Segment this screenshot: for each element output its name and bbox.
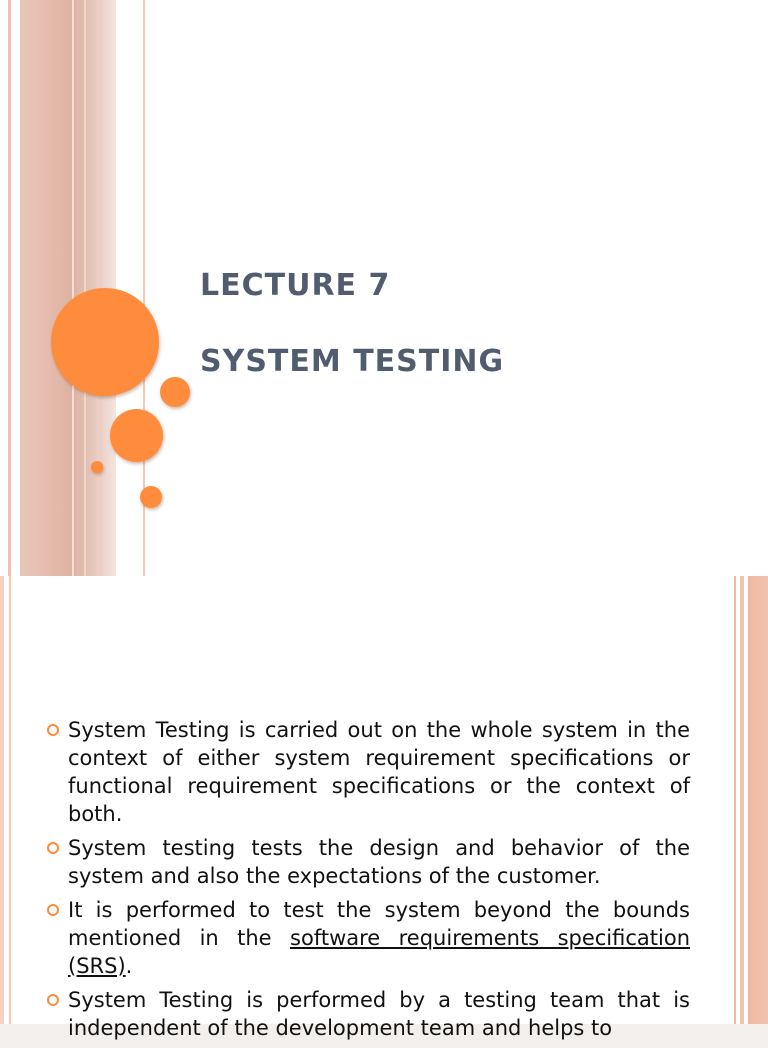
large-circle-decoration (51, 288, 159, 396)
hollow-circle-bullet-icon (47, 842, 59, 854)
list-item (46, 834, 690, 890)
bullet-list (46, 716, 690, 1048)
small-circle-decoration (140, 486, 162, 508)
list-item (46, 716, 690, 828)
list-item (46, 986, 690, 1042)
medium-circle-decoration (110, 409, 163, 462)
list-item (46, 896, 690, 980)
decorative-stripe (740, 576, 744, 1024)
decorative-stripe (734, 576, 736, 1024)
slide-title-line-1: LECTURE 7 (200, 268, 391, 303)
decorative-stripe (0, 576, 4, 1024)
decorative-stripe (72, 0, 74, 576)
hollow-circle-bullet-icon (47, 994, 59, 1006)
decorative-band (748, 576, 768, 1024)
content-slide (0, 576, 768, 1040)
srs-link[interactable]: software requirements specification (SRS) (68, 926, 691, 978)
bullet-text: System Testing is carried out on the whole system in the context of either system requirement specifications or functional requirement specifications or the context of both. (68, 718, 690, 826)
bullet-text-end: . (125, 954, 133, 978)
decorative-stripe (8, 0, 11, 576)
bullet-text: It is performed to test the system beyond the bounds mentioned in the (68, 898, 690, 950)
bullet-text: System testing tests the design and behavior of the system and also the expectations of the customer. (68, 836, 690, 888)
slide-title-line-2: SYSTEM TESTING (200, 344, 505, 379)
tiny-circle-decoration (91, 461, 103, 473)
hollow-circle-bullet-icon (47, 904, 59, 916)
decorative-stripe (9, 576, 11, 1024)
small-circle-decoration (160, 377, 190, 407)
hollow-circle-bullet-icon (47, 724, 59, 736)
bullet-text: System Testing is performed by a testing team that is independent of the development team and helps to (68, 988, 690, 1040)
decorative-stripe (84, 0, 86, 576)
